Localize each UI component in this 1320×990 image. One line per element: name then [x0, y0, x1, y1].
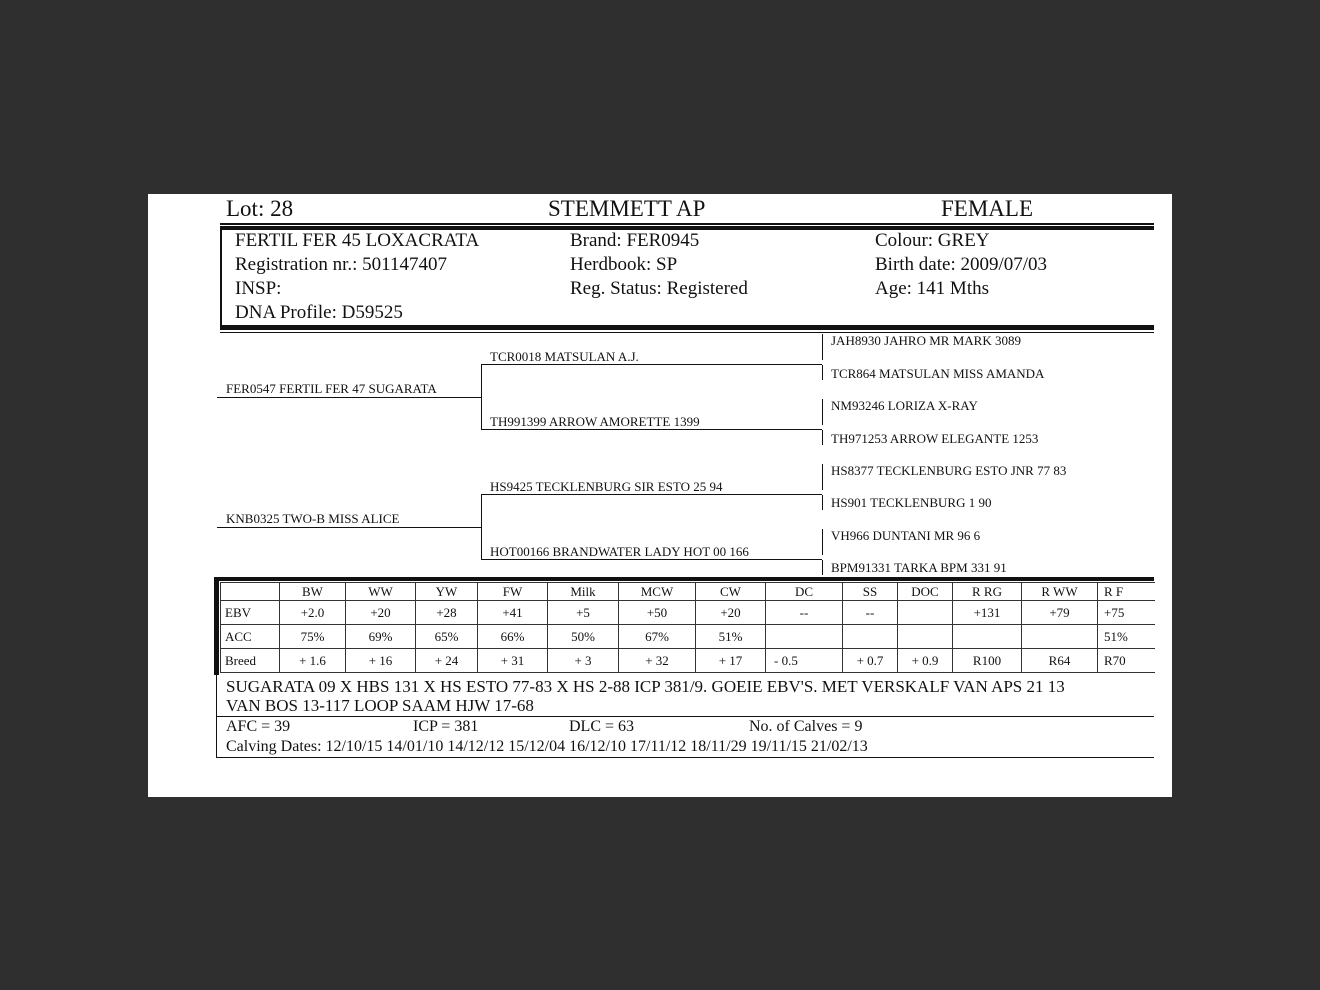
- ebv-header-row: [221, 583, 1155, 601]
- bottom-rule: [216, 757, 1154, 758]
- ebv-cell: --: [766, 601, 843, 625]
- dam-bracket: [481, 494, 482, 560]
- sire-line: [217, 397, 481, 398]
- sire-bracket: [481, 364, 482, 430]
- age-field: Age: 141 Mths: [875, 278, 989, 299]
- pedigree-ggp-7: VH966 DUNTANI MR 96 6: [831, 528, 981, 543]
- birth-date-field: Birth date: 2009/07/03: [875, 254, 1048, 275]
- ebv-col-header: BW: [280, 583, 346, 601]
- acc-cell: 67%: [619, 625, 696, 649]
- pedigree-dam-sire: HS9425 TECKLENBURG SIR ESTO 25 94: [490, 479, 723, 494]
- info-left-border: [220, 230, 222, 326]
- breed-cell: + 16: [346, 649, 416, 673]
- ggp-bracket-4a: [822, 529, 823, 555]
- ggp-bracket-3b: [822, 495, 823, 510]
- ggp-bracket-2a: [822, 399, 823, 425]
- ggp-bracket-3a: [822, 464, 823, 490]
- ebv-cell: +2.0: [280, 601, 346, 625]
- ebv-col-header: Milk: [548, 583, 619, 601]
- ggp-bracket-1a: [822, 334, 823, 360]
- acc-row: [221, 625, 1155, 649]
- acc-cell: [766, 625, 843, 649]
- lot-number: Lot: 28: [226, 196, 294, 221]
- breed-cell: - 0.5: [766, 649, 843, 673]
- breed-row: [221, 649, 1155, 673]
- breed-cell: + 3: [548, 649, 619, 673]
- sire-dam-line: [481, 429, 822, 430]
- animal-name: FERTIL FER 45 LOXACRATA: [235, 230, 480, 251]
- acc-cell: 51%: [1098, 625, 1155, 649]
- ebv-corner-cell: [221, 583, 280, 601]
- ebv-cell: +41: [478, 601, 548, 625]
- breed-cell: + 17: [696, 649, 766, 673]
- icp-value: ICP = 381: [413, 718, 479, 735]
- dam-dam-line: [481, 559, 822, 560]
- ebv-col-header: CW: [696, 583, 766, 601]
- colour-field: Colour: GREY: [875, 230, 990, 251]
- breed-cell: R100: [953, 649, 1022, 673]
- ebv-col-header: MCW: [619, 583, 696, 601]
- ebv-col-header: DC: [766, 583, 843, 601]
- pedigree-ggp-3: NM93246 LORIZA X-RAY: [831, 398, 978, 413]
- pedigree-ggp-5: HS8377 TECKLENBURG ESTO JNR 77 83: [831, 463, 1067, 478]
- breed-cell: + 0.9: [898, 649, 953, 673]
- ebv-cell: +20: [346, 601, 416, 625]
- pedigree-sire-dam: TH991399 ARROW AMORETTE 1399: [490, 414, 700, 429]
- header-rule-thin: [220, 223, 1154, 225]
- ebv-col-header: SS: [843, 583, 898, 601]
- pedigree-ggp-4: TH971253 ARROW ELEGANTE 1253: [831, 431, 1039, 446]
- breed-cell: + 24: [416, 649, 478, 673]
- ebv-cell: +50: [619, 601, 696, 625]
- ebv-rule-thick: [214, 577, 1154, 581]
- breed-cell: + 32: [619, 649, 696, 673]
- lot-card: [148, 194, 1172, 797]
- pedigree-dam-dam: HOT00166 BRANDWATER LADY HOT 00 166: [490, 544, 749, 559]
- ebv-col-header: WW: [346, 583, 416, 601]
- ebv-cell: +20: [696, 601, 766, 625]
- ebv-col-header: R F: [1098, 583, 1155, 601]
- acc-cell: [898, 625, 953, 649]
- acc-cell: 50%: [548, 625, 619, 649]
- acc-cell: 51%: [696, 625, 766, 649]
- ebv-col-header: YW: [416, 583, 478, 601]
- ebv-cell: --: [843, 601, 898, 625]
- ebv-cell: +5: [548, 601, 619, 625]
- comment-line-2: VAN BOS 13-117 LOOP SAAM HJW 17-68: [226, 696, 534, 715]
- ggp-bracket-1b: [822, 365, 823, 380]
- ebv-row-label: EBV: [221, 601, 280, 625]
- breed-cell: + 0.7: [843, 649, 898, 673]
- afc-value: AFC = 39: [226, 718, 291, 735]
- sire-sire-line: [481, 364, 822, 365]
- brand-field: Brand: FER0945: [570, 230, 700, 251]
- acc-cell: [843, 625, 898, 649]
- pedigree-ggp-6: HS901 TECKLENBURG 1 90: [831, 495, 992, 510]
- ebv-left-bar: [214, 577, 219, 675]
- comment-rule: [216, 716, 1154, 717]
- breed-cell: + 1.6: [280, 649, 346, 673]
- ebv-col-header: DOC: [898, 583, 953, 601]
- pedigree-ggp-2: TCR864 MATSULAN MISS AMANDA: [831, 366, 1045, 381]
- breed-cell: R70: [1098, 649, 1155, 673]
- calving-dates: Calving Dates: 12/10/15 14/01/10 14/12/12 15/12/04 16/12/10 17/11/12 18/11/29 19/11/15 21/02/13: [226, 738, 868, 755]
- ggp-bracket-4b: [822, 560, 823, 575]
- dam-sire-line: [481, 494, 822, 495]
- ggp-bracket-2b: [822, 430, 823, 445]
- dlc-value: DLC = 63: [569, 718, 635, 735]
- insp-field: INSP:: [235, 278, 282, 299]
- ebv-row: [221, 601, 1155, 625]
- breed-cell: R64: [1022, 649, 1098, 673]
- pedigree-ggp-8: BPM91331 TARKA BPM 331 91: [831, 560, 1007, 575]
- registration-number: Registration nr.: 501147407: [235, 254, 447, 275]
- sex-label: FEMALE: [941, 196, 1033, 221]
- ebv-cell: +28: [416, 601, 478, 625]
- ebv-cell: +75: [1098, 601, 1155, 625]
- acc-row-label: ACC: [221, 625, 280, 649]
- ebv-table: [220, 582, 1155, 673]
- pedigree-dam: KNB0325 TWO-B MISS ALICE: [226, 511, 400, 526]
- ebv-cell: +131: [953, 601, 1022, 625]
- pedigree-sire: FER0547 FERTIL FER 47 SUGARATA: [226, 381, 437, 396]
- ebv-col-header: R WW: [1022, 583, 1098, 601]
- breed-cell: + 31: [478, 649, 548, 673]
- dam-line: [217, 527, 481, 528]
- acc-cell: 69%: [346, 625, 416, 649]
- acc-cell: [1022, 625, 1098, 649]
- acc-cell: 65%: [416, 625, 478, 649]
- acc-cell: 66%: [478, 625, 548, 649]
- ebv-cell: +79: [1022, 601, 1098, 625]
- ebv-col-header: FW: [478, 583, 548, 601]
- herdbook-field: Herdbook: SP: [570, 254, 678, 275]
- acc-cell: [953, 625, 1022, 649]
- pedigree-ggp-1: JAH8930 JAHRO MR MARK 3089: [831, 333, 1021, 348]
- dna-profile: DNA Profile: D59525: [235, 302, 403, 323]
- info-rule-thick: [220, 325, 1154, 330]
- ebv-cell: [898, 601, 953, 625]
- ebv-col-header: R RG: [953, 583, 1022, 601]
- breed-row-label: Breed: [221, 649, 280, 673]
- pedigree-sire-sire: TCR0018 MATSULAN A.J.: [490, 349, 639, 364]
- reg-status-field: Reg. Status: Registered: [570, 278, 748, 299]
- calves-count: No. of Calves = 9: [749, 718, 863, 735]
- comment-line-1: SUGARATA 09 X HBS 131 X HS ESTO 77-83 X HS 2-88 ICP 381/9. GOEIE EBV'S. MET VERSKALF VAN APS 21 13: [226, 677, 1065, 696]
- acc-cell: 75%: [280, 625, 346, 649]
- breeder-name: STEMMETT AP: [548, 196, 706, 221]
